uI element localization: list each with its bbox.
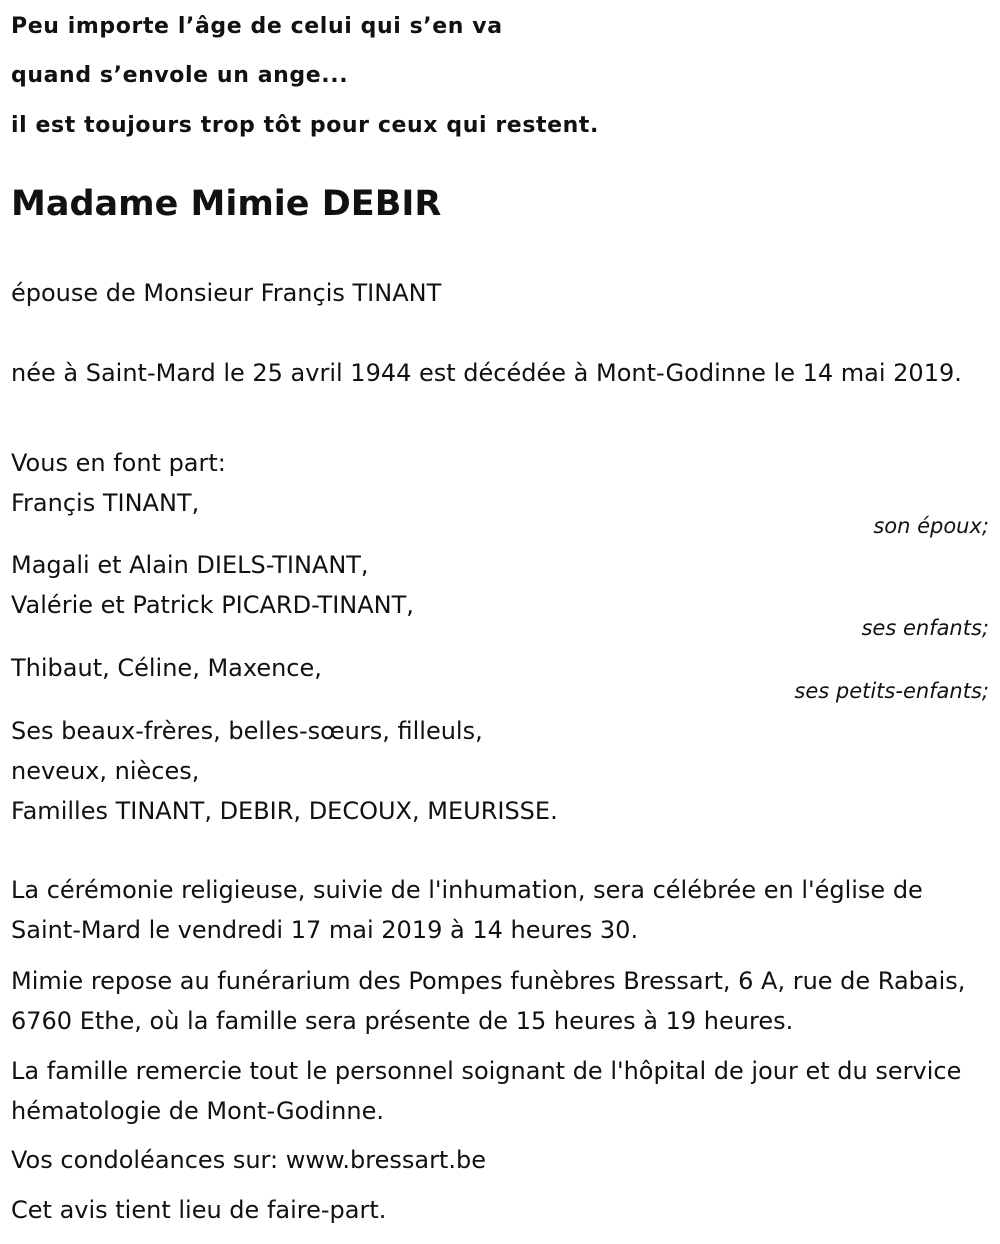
relation-grandchildren: ses petits-enfants; xyxy=(794,679,989,703)
announcement-intro: Vous en font part: xyxy=(11,449,226,477)
funerarium-paragraph: Mimie repose au funérarium des Pompes funèbres Bressart, 6 A, rue de Rabais, 6760 Ethe, où la famille sera présente de 15 heures à 19 heures. xyxy=(11,967,966,1035)
family-member-child-2: Valérie et Patrick PICARD-TINANT, xyxy=(11,591,414,619)
notice-line: Cet avis tient lieu de faire-part. xyxy=(11,1196,387,1224)
deceased-name: Madame Mimie DEBIR xyxy=(11,184,442,224)
family-member-child-1: Magali et Alain DIELS-TINANT, xyxy=(11,551,369,579)
thanks-paragraph: La famille remercie tout le personnel soignant de l'hôpital de jour et du service hématologie de Mont-Godinne. xyxy=(11,1057,962,1125)
family-member-extended-3: Familles TINANT, DEBIR, DECOUX, MEURISSE. xyxy=(11,797,558,825)
quote-line-3: il est toujours trop tôt pour ceux qui restent. xyxy=(11,113,599,138)
family-member-extended-2: neveux, nièces, xyxy=(11,757,200,785)
family-member-extended-1: Ses beaux-frères, belles-sœurs, filleuls, xyxy=(11,717,483,745)
quote-line-1: Peu importe l’âge de celui qui s’en va xyxy=(11,14,503,39)
relation-spouse: son époux; xyxy=(873,514,989,538)
ceremony-paragraph: La cérémonie religieuse, suivie de l'inhumation, sera célébrée en l'église de Saint-Mard le vendredi 17 mai 2019 à 14 heures 30. xyxy=(11,876,923,944)
spouse-line: épouse de Monsieur Françis TINANT xyxy=(11,279,442,307)
family-member-grandchildren: Thibaut, Céline, Maxence, xyxy=(11,654,322,682)
condolences-line: Vos condoléances sur: www.bressart.be xyxy=(11,1146,486,1174)
family-member-spouse: Françis TINANT, xyxy=(11,489,200,517)
relation-children: ses enfants; xyxy=(861,616,989,640)
birth-death-line: née à Saint-Mard le 25 avril 1944 est décédée à Mont-Godinne le 14 mai 2019. xyxy=(11,359,962,387)
quote-line-2: quand s’envole un ange... xyxy=(11,63,349,88)
